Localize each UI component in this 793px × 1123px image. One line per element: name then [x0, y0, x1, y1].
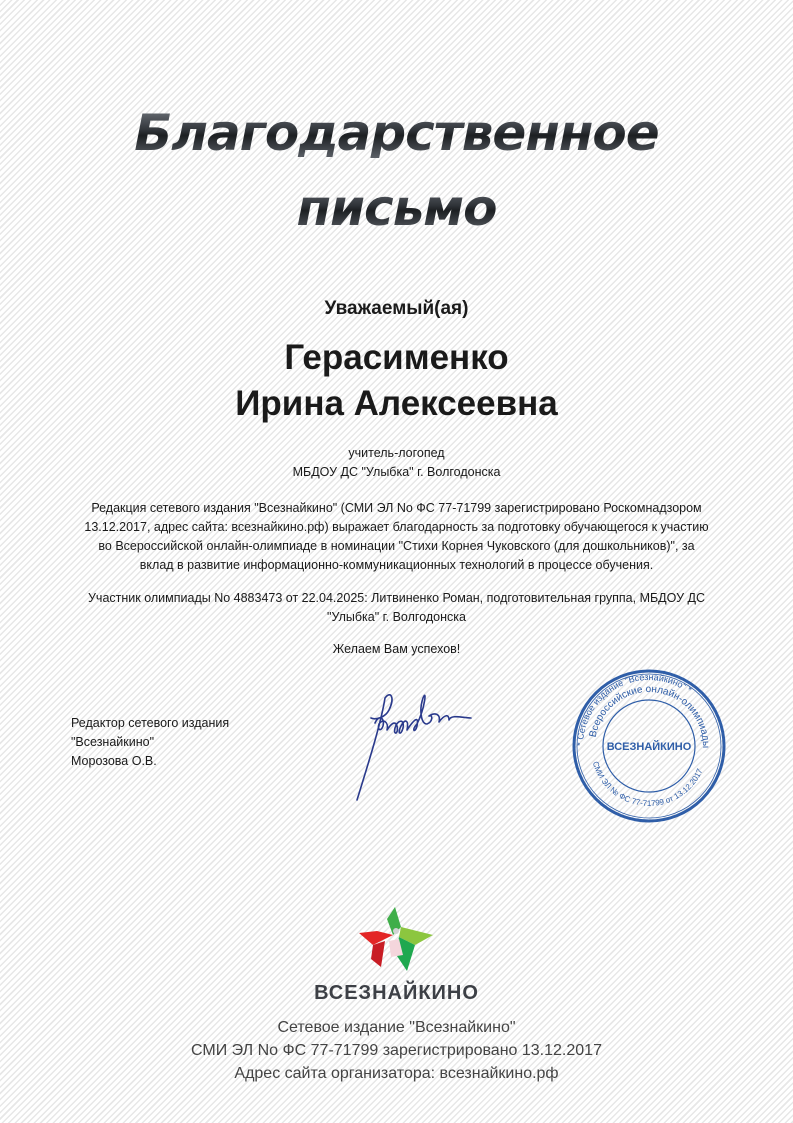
recipient-surname: Герасименко: [284, 338, 509, 377]
editor-name: Морозова О.В.: [71, 754, 157, 768]
participant-line: "Улыбка" г. Волгодонска: [327, 610, 466, 624]
document-title-line1: Благодарственное: [0, 108, 793, 158]
recipient-organization: МБДОУ ДС "Улыбка" г. Волгодонска: [292, 465, 501, 479]
participant-paragraph: [60, 589, 733, 627]
body-line: во Всероссийской онлайн-олимпиаде в номинации "Стихи Корнея Чуковского (для дошкольников)", за: [98, 539, 695, 553]
editor-signature: [345, 678, 485, 808]
footer-publication: Сетевое издание "Всезнайкино": [277, 1019, 516, 1036]
greeting: Уважаемый(ая): [324, 298, 469, 319]
organization-stamp: [571, 668, 727, 824]
recipient-position: [0, 444, 793, 482]
document-title-line2: письмо: [0, 183, 793, 233]
body-line: 13.12.2017, адрес сайта: всезнайкино.рф) выражает благодарность за подготовку обучающегося к участию: [84, 520, 709, 534]
stamp-outer-text: * Сетевое издание "Всезнайкино" *: [574, 671, 694, 747]
editor-publication: "Всезнайкино": [71, 735, 155, 749]
recipient-role: учитель-логопед: [348, 446, 445, 460]
body-line: Редакция сетевого издания "Всезнайкино" (СМИ ЭЛ No ФС 77-71799 зарегистрировано Роскомнадзором: [91, 501, 702, 515]
stamp-center-text: ВСЕЗНАЙКИНО: [606, 741, 692, 753]
footer-website: Адрес сайта организатора: всезнайкино.рф: [234, 1065, 559, 1082]
vseznaykino-logo-icon: [355, 905, 437, 975]
recipient-given-names: Ирина Алексеевна: [235, 384, 558, 423]
footer-registration: СМИ ЭЛ No ФС 77-71799 зарегистрировано 13.12.2017: [191, 1042, 602, 1059]
stamp-bottom-text: СМИ ЭЛ № ФС 77-71799 от 13.12.2017: [590, 760, 705, 809]
stamp-inner-text: Всероссийские онлайн-олимпиады: [587, 683, 712, 749]
body-line: вклад в развитие информационно-коммуникационных технологий в процессе обучения.: [139, 558, 654, 572]
participant-line: Участник олимпиады No 4883473 от 22.04.2025: Литвиненко Роман, подготовительная группа, МБДОУ ДС: [87, 591, 706, 605]
body-paragraph: [60, 499, 733, 575]
editor-title: Редактор сетевого издания: [71, 716, 230, 730]
wish-text: Желаем Вам успехов!: [332, 642, 461, 656]
editor-block: [71, 714, 229, 771]
brand-name: ВСЕЗНАЙКИНО: [314, 982, 479, 1004]
